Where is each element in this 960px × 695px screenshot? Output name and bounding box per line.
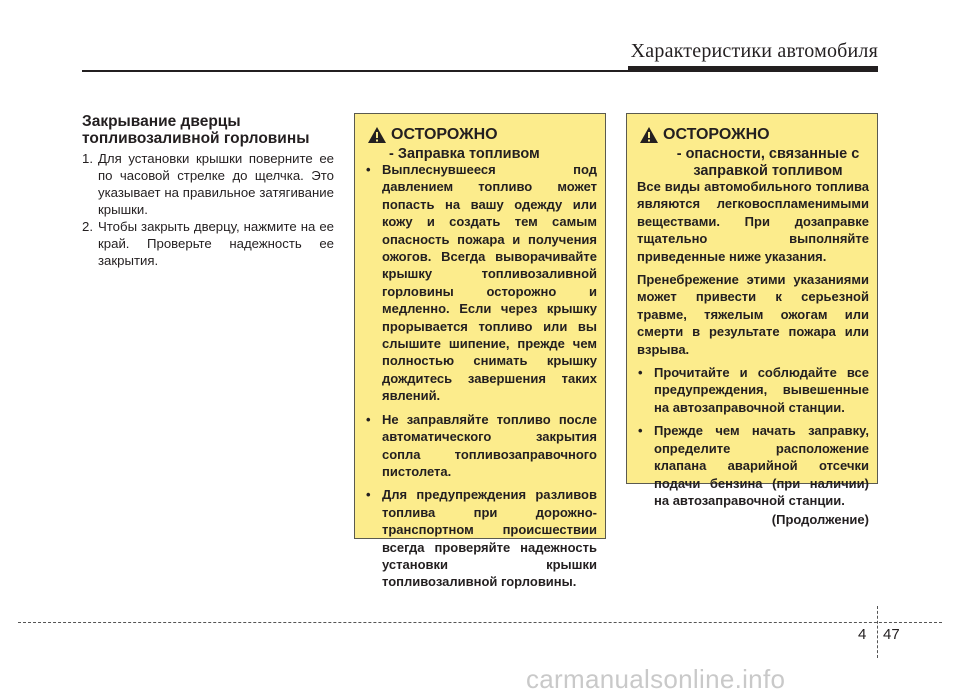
warning-bullet-text: Прежде чем начать заправку, определите расположение клапана аварийной отсечки подачи бензина (при наличии) на автозаправочной станции. xyxy=(654,423,869,508)
warning-triangle-icon xyxy=(367,126,387,144)
step-item xyxy=(82,150,334,218)
warning-subtitle: - Заправка топливом xyxy=(389,146,540,162)
warning-bullet: • Не заправляйте топливо после автоматического закрытия сопла топливозаправочного пистолета. xyxy=(366,411,597,479)
page-header-title: Характеристики автомобиля xyxy=(630,40,878,62)
step-text: Чтобы закрыть дверцу, нажмите на ее край. Проверьте надежность ее закрытия. xyxy=(98,219,334,268)
warning-subtitle-line1: - опасности, связанные с xyxy=(676,146,860,162)
watermark: carmanualsonline.info xyxy=(526,664,786,694)
warning-bullet-text: Выплеснувшееся под давлением топливо может попасть на вашу одежду или кожу и создать тем самым опасность пожара и получения ожогов. Всегда выворачивайте крышку топливозаливной горловины осторожно и медленно. Если через крышку прорывается топливо или вы слышите шипение, прежде чем полностью снимать крышку дождитесь завершения таких явлений. xyxy=(382,162,597,404)
warning-body xyxy=(637,178,869,529)
warning-bullet-text: Для предупреждения разливов топлива при дорожно-транспортном происшествии всегда проверяйте надежность установки крышки топливозаливной горловины. xyxy=(382,487,597,590)
continued-note: (Продолжение) xyxy=(771,512,869,528)
warning-paragraph: Пренебрежение этими указаниями может привести к серьезной травме, тяжелым ожогам или смерти в результате пожара или взрыва. xyxy=(637,272,869,357)
warning-title: ОСТОРОЖНО xyxy=(391,126,498,143)
step-text: Для установки крышки поверните ее по часовой стрелке до щелчка. Это указывает на правильное затягивание крышки. xyxy=(98,151,334,217)
warning-bullet: • Прочитайте и соблюдайте все предупреждения, вывешенные на автозаправочной станции. xyxy=(638,365,869,415)
warning-bullets xyxy=(637,364,869,509)
header-rule-accent xyxy=(628,66,878,72)
warning-bullet: • Прежде чем начать заправку, определите расположение клапана аварийной отсечки подачи бензина (при наличии) на автозаправочной станции. xyxy=(638,423,869,508)
chapter-number: 4 xyxy=(858,626,867,643)
warning-bullet: • Для предупреждения разливов топлива при дорожно-транспортном происшествии всегда проверяйте надежность установки крышки топливозаливной горловины. xyxy=(366,487,597,590)
warning-box-fuel-hazards xyxy=(626,113,878,528)
steps-list xyxy=(82,150,334,269)
section-title-line2: топливозаливной горловины xyxy=(82,130,310,147)
section-title xyxy=(82,113,342,147)
warning-title: ОСТОРОЖНО xyxy=(663,126,770,143)
warning-bullet-text: Не заправляйте топливо после автоматического закрытия сопла топливозаправочного пистолета. xyxy=(382,411,597,479)
warning-subtitle xyxy=(663,146,873,180)
warning-bullets xyxy=(365,161,597,597)
step-item xyxy=(82,218,334,269)
step-number: 2. xyxy=(82,219,93,234)
footer-rule xyxy=(18,622,942,623)
warning-subtitle-line2: заправкой топливом xyxy=(693,163,843,179)
warning-paragraph: Все виды автомобильного топлива являются легковоспламенимыми веществами. При дозаправке тщательно выполняйте приведенные ниже указания. xyxy=(637,179,869,264)
section-title-line1: Закрывание дверцы xyxy=(82,113,241,130)
footer-divider xyxy=(877,606,878,658)
warning-bullet-text: Прочитайте и соблюдайте все предупреждения, вывешенные на автозаправочной станции. xyxy=(654,365,869,415)
step-number: 1. xyxy=(82,151,93,166)
warning-box-refueling xyxy=(354,113,606,590)
warning-triangle-icon xyxy=(639,126,659,144)
page-number: 47 xyxy=(883,626,900,643)
warning-bullet: • Выплеснувшееся под давлением топливо может попасть на вашу одежду или кожу и создать тем самым опасность пожара и получения ожогов. Всегда выворачивайте крышку топливозаливной горловины осторожно и медленно. Если через крышку прорывается топливо или вы слышите шипение, прежде чем полностью снимать крышку дождитесь завершения таких явлений. xyxy=(366,162,597,404)
